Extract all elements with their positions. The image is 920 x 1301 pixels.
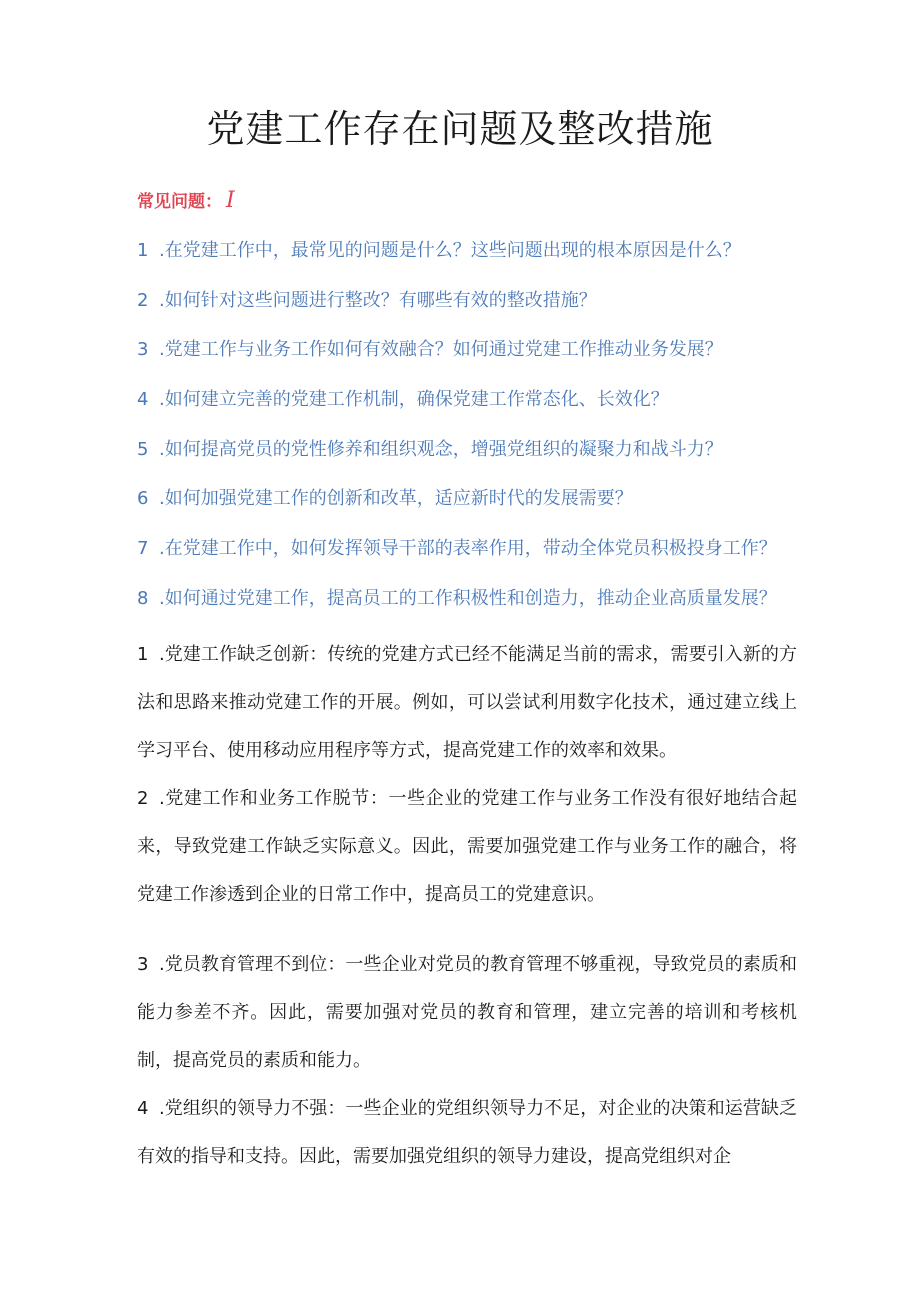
question-text: .党建工作与业务工作如何有效融合？如何通过党建工作推动业务发展？ <box>159 339 723 361</box>
question-item <box>137 435 837 485</box>
question-text: .在党建工作中，最常见的问题是什么？这些问题出现的根本原因是什么？ <box>159 240 741 261</box>
answer-number: 1 <box>137 644 149 665</box>
section-heading <box>137 188 235 215</box>
page-title: 党建工作存在问题及整改措施 <box>206 107 714 151</box>
question-item <box>137 286 837 336</box>
question-item <box>137 335 837 385</box>
answer-number: 3 <box>137 954 149 975</box>
answer-paragraph <box>137 631 797 775</box>
answer-section <box>137 631 797 1181</box>
question-text: .在党建工作中，如何发挥领导干部的表率作用，带动全体党员积极投身工作？ <box>159 538 777 560</box>
section-heading-text: 常见问题： <box>137 192 222 212</box>
answer-paragraph <box>137 775 797 919</box>
question-number: 4 <box>137 389 149 411</box>
question-text: .如何建立完善的党建工作机制，确保党建工作常态化、长效化？ <box>159 389 669 411</box>
question-item <box>137 584 837 634</box>
question-item <box>137 385 837 435</box>
section-heading-mark: I <box>226 188 235 213</box>
question-item <box>137 484 837 534</box>
question-number: 7 <box>137 538 149 560</box>
question-text: .如何通过党建工作，提高员工的工作积极性和创造力，推动企业高质量发展？ <box>159 587 777 609</box>
answer-text: .党员教育管理不到位：一些企业对党员的教育管理不够重视，导致党员的素质和能力参差不齐。因此，需要加强对党员的教育和管理，建立完善的培训和考核机制，提高党员的素质和能力。 <box>137 954 797 1071</box>
question-list <box>137 236 837 634</box>
question-text: .如何提高党员的党性修养和组织观念，增强党组织的凝聚力和战斗力？ <box>159 438 723 460</box>
answer-number: 2 <box>137 788 149 809</box>
answer-paragraph <box>137 1085 797 1181</box>
question-number: 3 <box>137 339 149 361</box>
question-item <box>137 534 837 584</box>
question-text: .如何针对这些问题进行整改？有哪些有效的整改措施？ <box>159 289 597 311</box>
answer-text: .党建工作缺乏创新：传统的党建方式已经不能满足当前的需求，需要引入新的方法和思路来推动党建工作的开展。例如，可以尝试利用数字化技术，通过建立线上学习平台、使用移动应用程序等方式，提高党建工作的效率和效果。 <box>137 644 797 761</box>
question-item <box>137 236 837 286</box>
question-number: 2 <box>137 289 149 311</box>
question-number: 6 <box>137 488 149 510</box>
question-number: 8 <box>137 587 149 609</box>
answer-text: .党建工作和业务工作脱节：一些企业的党建工作与业务工作没有很好地结合起来，导致党建工作缺乏实际意义。因此，需要加强党建工作与业务工作的融合，将党建工作渗透到企业的日常工作中，提高员工的党建意识。 <box>137 788 797 905</box>
answer-paragraph <box>137 941 797 1085</box>
question-number: 5 <box>137 438 149 460</box>
answer-text: .党组织的领导力不强：一些企业的党组织领导力不足，对企业的决策和运营缺乏有效的指导和支持。因此，需要加强党组织的领导力建设，提高党组织对企 <box>137 1098 797 1167</box>
question-text: .如何加强党建工作的创新和改革，适应新时代的发展需要？ <box>159 488 633 510</box>
question-number: 1 <box>137 240 149 261</box>
answer-number: 4 <box>137 1098 149 1119</box>
